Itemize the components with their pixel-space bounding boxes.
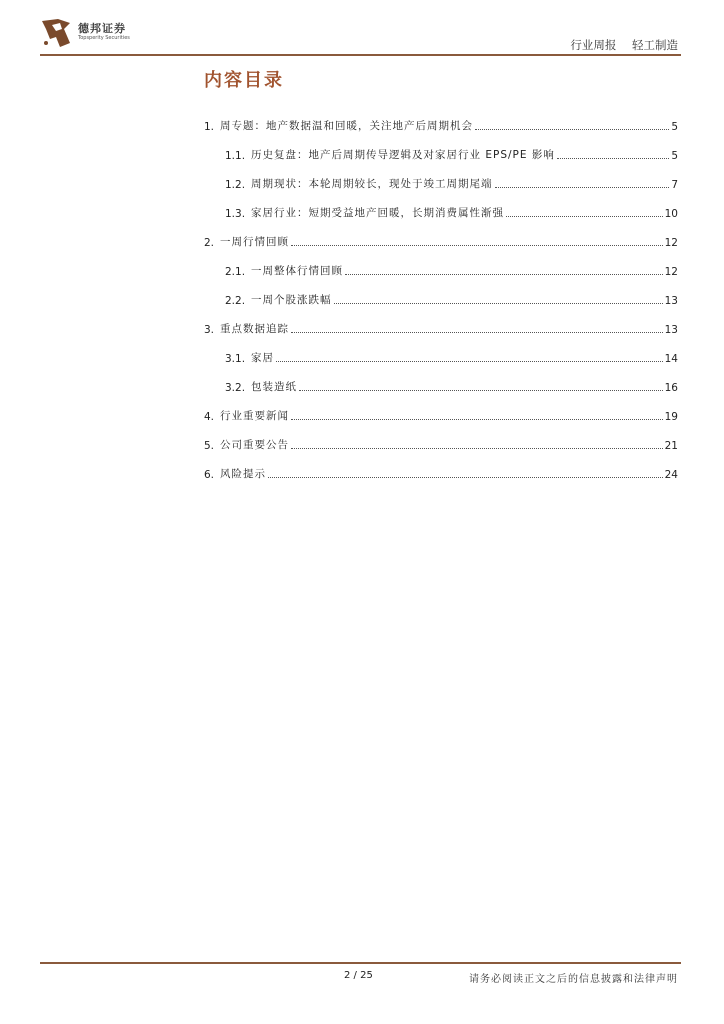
toc-entry-number: 6. bbox=[204, 469, 215, 481]
company-logo bbox=[40, 17, 140, 49]
toc-entry[interactable] bbox=[204, 423, 678, 452]
toc-leader-dots bbox=[291, 419, 663, 420]
toc-entry[interactable] bbox=[204, 191, 678, 220]
toc-leader-dots bbox=[475, 129, 669, 130]
toc-entry-page: 5 bbox=[671, 121, 678, 133]
footer-divider bbox=[40, 962, 681, 964]
toc-entry-number: 3.1. bbox=[225, 353, 246, 365]
toc-entry[interactable] bbox=[204, 133, 678, 162]
industry-name: 轻工制造 bbox=[632, 38, 678, 52]
toc-entry[interactable] bbox=[204, 278, 678, 307]
toc-entry[interactable] bbox=[204, 104, 678, 133]
toc-entry-page: 24 bbox=[664, 469, 678, 481]
toc-entry-page: 7 bbox=[671, 179, 678, 191]
toc-entry[interactable] bbox=[204, 220, 678, 249]
toc-entry-title: 家居 bbox=[251, 352, 275, 364]
logo-mark-icon bbox=[40, 17, 74, 49]
toc-leader-dots bbox=[495, 187, 670, 188]
toc-entry-page: 13 bbox=[664, 324, 678, 336]
toc-entry-title: 公司重要公告 bbox=[220, 439, 290, 451]
toc-entry-title: 周专题：地产数据温和回暖，关注地产后周期机会 bbox=[220, 120, 474, 132]
toc-leader-dots bbox=[345, 274, 663, 275]
legal-disclaimer: 请务必阅读正文之后的信息披露和法律声明 bbox=[469, 974, 678, 985]
toc-entry-page: 12 bbox=[664, 266, 678, 278]
toc-entry-number: 1.1. bbox=[225, 150, 246, 162]
toc-leader-dots bbox=[557, 158, 669, 159]
toc-leader-dots bbox=[506, 216, 663, 217]
toc-entry[interactable] bbox=[204, 394, 678, 423]
toc-entry-title: 重点数据追踪 bbox=[220, 323, 290, 335]
toc-entry[interactable] bbox=[204, 307, 678, 336]
toc-entry-page: 14 bbox=[664, 353, 678, 365]
table-of-contents bbox=[204, 104, 678, 481]
toc-entry[interactable] bbox=[204, 249, 678, 278]
toc-entry-title: 包装造纸 bbox=[251, 381, 298, 393]
toc-entry[interactable] bbox=[204, 336, 678, 365]
toc-entry-number: 2.1. bbox=[225, 266, 246, 278]
toc-entry[interactable] bbox=[204, 365, 678, 394]
toc-entry[interactable] bbox=[204, 452, 678, 481]
toc-leader-dots bbox=[291, 245, 663, 246]
toc-leader-dots bbox=[291, 448, 663, 449]
toc-entry-number: 4. bbox=[204, 411, 215, 423]
toc-entry-page: 16 bbox=[664, 382, 678, 394]
toc-entry-number: 1.2. bbox=[225, 179, 246, 191]
toc-entry[interactable] bbox=[204, 162, 678, 191]
toc-entry-title: 一周行情回顾 bbox=[220, 236, 290, 248]
toc-entry-title: 行业重要新闻 bbox=[220, 410, 290, 422]
toc-entry-number: 1.3. bbox=[225, 208, 246, 220]
toc-entry-number: 3.2. bbox=[225, 382, 246, 394]
toc-title: 内容目录 bbox=[204, 70, 284, 91]
toc-entry-title: 一周个股涨跌幅 bbox=[251, 294, 332, 306]
toc-entry-number: 3. bbox=[204, 324, 215, 336]
header-divider bbox=[40, 54, 681, 56]
toc-leader-dots bbox=[334, 303, 663, 304]
logo-text-cn: 德邦证券 bbox=[78, 22, 126, 35]
page-header bbox=[0, 0, 724, 60]
toc-entry-page: 5 bbox=[671, 150, 678, 162]
toc-entry-title: 家居行业：短期受益地产回暖，长期消费属性渐强 bbox=[251, 207, 505, 219]
header-labels bbox=[570, 37, 678, 53]
toc-entry-title: 一周整体行情回顾 bbox=[251, 265, 344, 277]
toc-leader-dots bbox=[268, 477, 663, 478]
toc-entry-number: 2. bbox=[204, 237, 215, 249]
toc-entry-title: 风险提示 bbox=[220, 468, 267, 480]
toc-leader-dots bbox=[276, 361, 663, 362]
toc-entry-page: 21 bbox=[664, 440, 678, 452]
page-number: 2 / 25 bbox=[344, 970, 373, 981]
toc-entry-page: 19 bbox=[664, 411, 678, 423]
toc-entry-page: 10 bbox=[664, 208, 678, 220]
toc-entry-page: 13 bbox=[664, 295, 678, 307]
toc-leader-dots bbox=[299, 390, 663, 391]
toc-entry-title: 历史复盘：地产后周期传导逻辑及对家居行业 EPS/PE 影响 bbox=[251, 149, 555, 161]
toc-entry-number: 5. bbox=[204, 440, 215, 452]
report-type: 行业周报 bbox=[570, 38, 617, 52]
toc-leader-dots bbox=[291, 332, 663, 333]
toc-entry-page: 12 bbox=[664, 237, 678, 249]
logo-text-en: Topsperity Securities bbox=[78, 35, 130, 41]
toc-entry-number: 2.2. bbox=[225, 295, 246, 307]
toc-entry-title: 周期现状：本轮周期较长，现处于竣工周期尾端 bbox=[251, 178, 493, 190]
toc-entry-number: 1. bbox=[204, 121, 215, 133]
